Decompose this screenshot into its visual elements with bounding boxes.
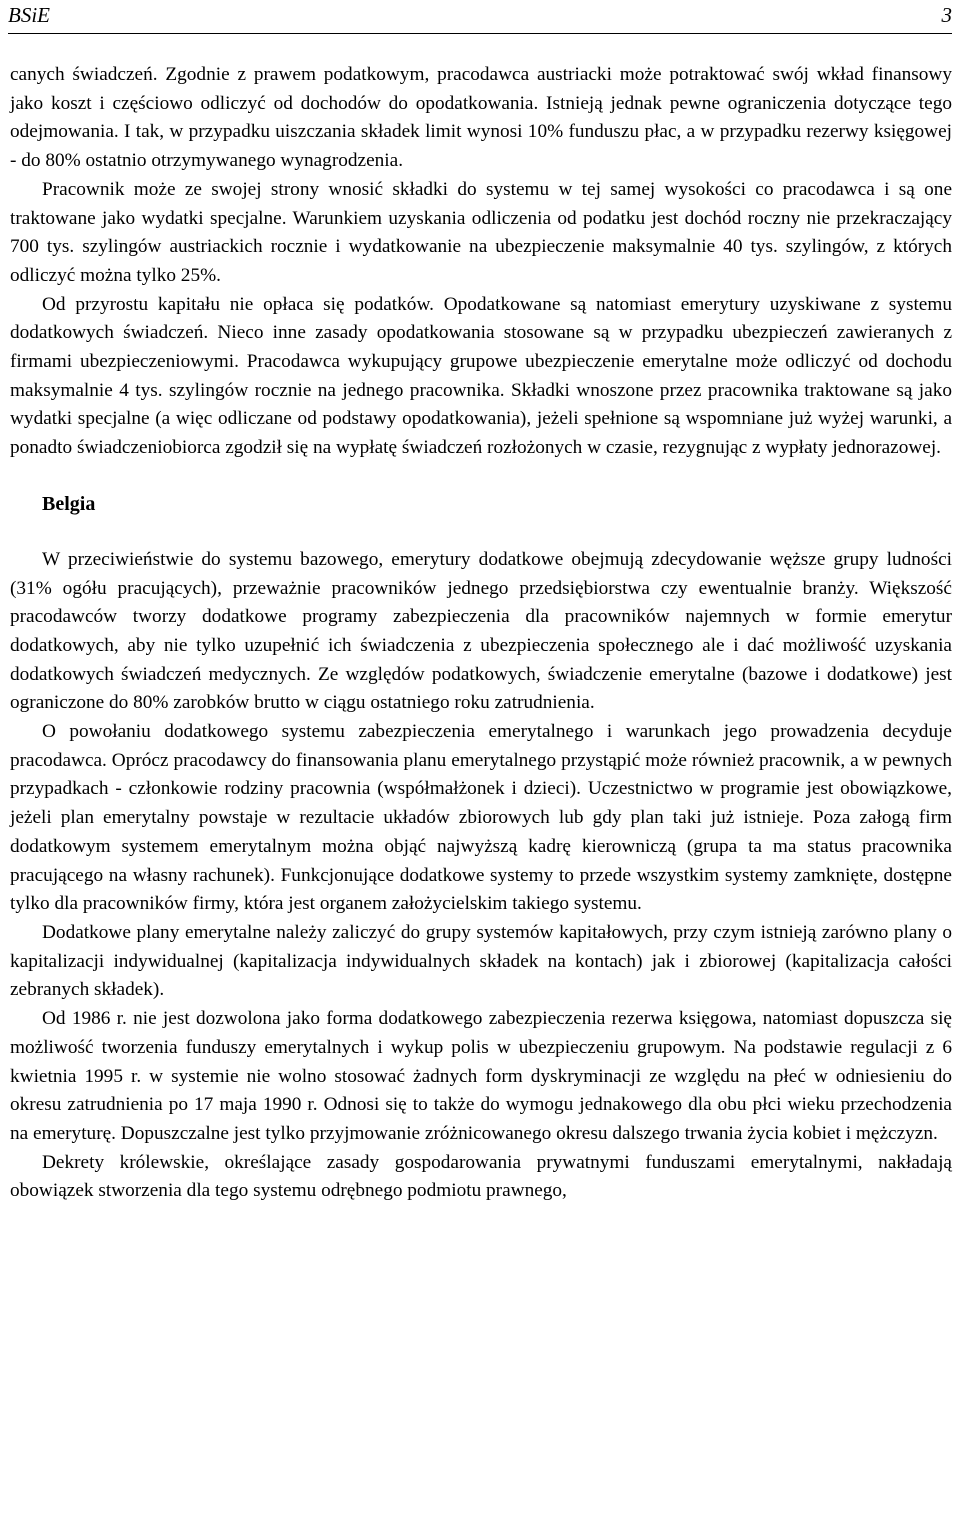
section-heading: Belgia xyxy=(42,492,96,515)
journal-title: BSiE xyxy=(8,3,50,27)
paragraph: Dekrety królewskie, określające zasady gospodarowania prywatnymi funduszami emerytalnymi, nakładają obowiązek stworzenia dla tego systemu odrębnego podmiotu prawnego, xyxy=(10,1151,952,1202)
paragraph: Od 1986 r. nie jest dozwolona jako forma dodatkowego zabezpieczenia rezerwa księgowa, natomiast dopuszcza się możliwość tworzenia funduszy emerytalnych i wykup polis w ubezpieczeniu grupowym. Na podstawie regulacji z 6 kwietnia 1995 r. w systemie nie wolno stosować żadnych form dyskryminacji ze względu na płeć w odniesieniu do okresu zatrudnienia po 17 maja 1990 r. Odnosi się to także do wymogu jednakowego dla obu płci wieku przechodzenia na emeryturę. Dopuszczalne jest tylko przyjmowanie zróżnicowanego okresu dalszego trwania życia kobiet i mężczyzn. xyxy=(10,1008,952,1144)
running-header xyxy=(8,0,952,34)
article-body xyxy=(10,61,952,1206)
section-spacer xyxy=(10,518,952,546)
page-number: 3 xyxy=(941,3,952,27)
paragraph: Pracownik może ze swojej strony wnosić składki do systemu w tej samej wysokości co pracodawca i są one traktowane jako wydatki specjalne. Warunkiem uzyskania odliczenia od podatku jest dochód roczny nie przekraczający 700 tys. szylingów austriackich rocznie i wydatkowanie na ubezpieczenie maksymalnie 40 tys. szylingów, z których odliczyć można tylko 25%. xyxy=(10,178,952,286)
paragraph: O powołaniu dodatkowego systemu zabezpieczenia emerytalnego i warunkach jego prowadzenia decyduje pracodawca. Oprócz pracodawcy do finansowania planu emerytalnego przystąpić może również pracownik, a w pewnych przypadkach - członkowie rodziny pracownia (współmałżonek i dzieci). Uczestnictwo w programie jest obowiązkowe, jeżeli plan emerytalny powstaje w rezultacie układów zbiorowych lub gdy plan taki już istnieje. Poza załogą firm dodatkowym systemem emerytalnym można objąć najwyższą kadrę kierowniczą (grupa ta ma status pracownika pracującego na własny rachunek). Funkcjonujące dodatkowe systemy to przede wszystkim systemy zamknięte, dostępne tylko dla pracowników firmy, która jest organem założycielskim takiego systemu. xyxy=(10,721,952,915)
paragraph-continued: canych świadczeń. Zgodnie z prawem podatkowym, pracodawca austriacki może potraktować swój wkład finansowy jako koszt i częściowo odliczyć od dochodów do opodatkowania. Istnieją jednak pewne ograniczenia dotyczące tego odejmowania. I tak, w przypadku uiszczania składek limit wynosi 10% funduszu płac, a w przypadku rezerwy księgowej - do 80% ostatnio otrzymywanego wynagrodzenia. xyxy=(10,64,952,172)
paragraph: Dodatkowe plany emerytalne należy zaliczyć do grupy systemów kapitałowych, przy czym istnieją zarówno plany o kapitalizacji indywidualnej (kapitalizacja indywidualnych składek na kontach) jak i zbiorowej (kapitalizacja całości zebranych składek). xyxy=(10,921,952,1001)
paragraph: W przeciwieństwie do systemu bazowego, emerytury dodatkowe obejmują zdecydowanie węższe grupy ludności (31% ogółu pracujących), przeważnie pracowników jednego przedsiębiorstwa czy ewentualnie branży. Większość pracodawców tworzy dodatkowe programy zabezpieczenia dla pracowników najemnych w formie emerytur dodatkowych, aby nie tylko uzupełnić ich świadczenia z ubezpieczenia społecznego ale i dać możliwość uzyskania dodatkowych świadczeń medycznych. Ze względów podatkowych, świadczenie emerytalne (bazowe i dodatkowe) jest ograniczone do 80% zarobków brutto w ciągu ostatniego roku zatrudnienia. xyxy=(10,548,952,714)
paragraph: Od przyrostu kapitału nie opłaca się podatków. Opodatkowane są natomiast emerytury uzyskiwane z systemu dodatkowych świadczeń. Nieco inne zasady opodatkowania stosowane są w przypadku ubezpieczeń zawieranych z firmami ubezpieczeniowymi. Pracodawca wykupujący grupowe ubezpieczenie emerytalne może odliczyć od dochodu maksymalnie 4 tys. szylingów rocznie na jednego pracownika. Składki wnoszone przez pracownika traktowane są jako wydatki specjalne (a więc odliczane od podstawy opodatkowania), jeżeli spełnione są wspomniane już wyżej warunki, a ponadto świadczeniobiorca zgodził się na wypłatę świadczeń rozłożonych w czasie, rezygnując z wypłaty jednorazowej. xyxy=(10,293,952,459)
